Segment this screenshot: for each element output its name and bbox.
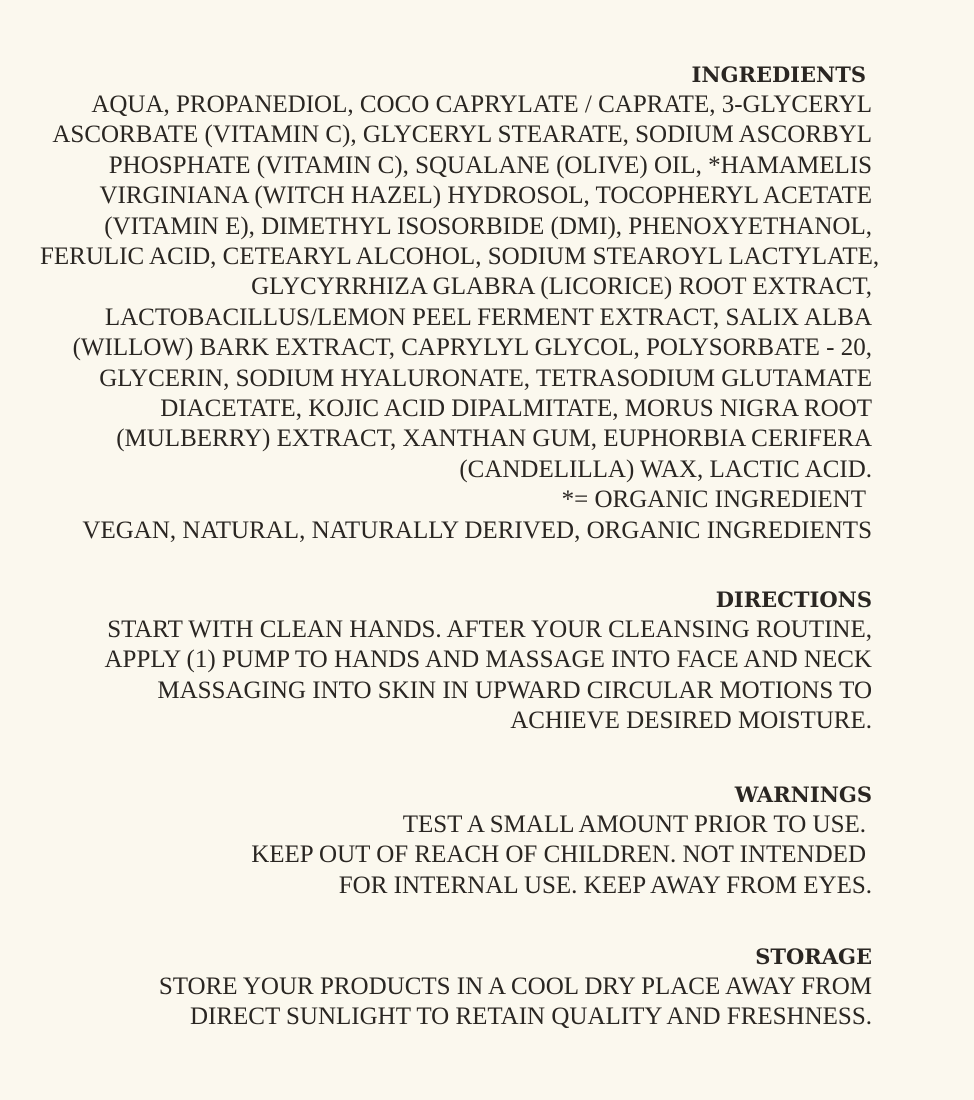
directions-heading: DIRECTIONS — [715, 587, 872, 612]
directions-line: ACHIEVE DESIRED MOISTURE. — [510, 707, 872, 735]
organic-ingredient-note: *= ORGANIC INGREDIENT — [561, 486, 866, 514]
ingredients-line: AQUA, PROPANEDIOL, COCO CAPRYLATE / CAPRATE, 3-GLYCERYL — [91, 91, 872, 118]
warnings-line: FOR INTERNAL USE. KEEP AWAY FROM EYES. — [338, 871, 872, 899]
storage-line: DIRECT SUNLIGHT TO RETAIN QUALITY AND FRESHNESS. — [189, 1003, 872, 1031]
ingredients-line: GLYCYRRHIZA GLABRA (LICORICE) ROOT EXTRACT, — [251, 273, 872, 301]
storage-line: STORE YOUR PRODUCTS IN A COOL DRY PLACE AWAY FROM — [158, 973, 872, 1000]
ingredients-line: ASCORBATE (VITAMIN C), GLYCERYL STEARATE, SODIUM ASCORBYL — [52, 121, 872, 149]
ingredients-line: (MULBERRY) EXTRACT, XANTHAN GUM, EUPHORBIA CERIFERA — [116, 425, 872, 453]
storage-heading: STORAGE — [755, 944, 872, 969]
storage-section — [40, 942, 872, 1033]
ingredients-line: GLYCERIN, SODIUM HYALURONATE, TETRASODIUM GLUTAMATE — [99, 364, 872, 392]
directions-section — [40, 585, 872, 737]
directions-line: START WITH CLEAN HANDS. AFTER YOUR CLEANSING ROUTINE, — [107, 616, 872, 643]
warnings-heading: WARNINGS — [734, 782, 872, 807]
ingredients-section — [40, 60, 880, 546]
ingredients-line: FERULIC ACID, CETEARYL ALCOHOL, SODIUM STEAROYL LACTYLATE, — [40, 243, 880, 271]
ingredients-line: VIRGINIANA (WITCH HAZEL) HYDROSOL, TOCOPHERYL ACETATE — [99, 182, 872, 210]
warnings-section — [40, 780, 872, 901]
ingredients-line: (CANDELILLA) WAX, LACTIC ACID. — [459, 455, 872, 483]
warnings-line: KEEP OUT OF REACH OF CHILDREN. NOT INTENDED — [251, 841, 866, 869]
ingredients-heading: INGREDIENTS — [691, 62, 866, 87]
ingredients-line: PHOSPHATE (VITAMIN C), SQUALANE (OLIVE) OIL, *HAMAMELIS — [108, 151, 872, 179]
directions-line: MASSAGING INTO SKIN IN UPWARD CIRCULAR MOTIONS TO — [157, 676, 872, 704]
ingredients-line: (WILLOW) BARK EXTRACT, CAPRYLYL GLYCOL, POLYSORBATE - 20, — [72, 334, 872, 362]
directions-line: APPLY (1) PUMP TO HANDS AND MASSAGE INTO FACE AND NECK — [104, 646, 872, 674]
ingredients-line: (VITAMIN E), DIMETHYL ISOSORBIDE (DMI), PHENOXYETHANOL, — [104, 212, 872, 240]
ingredients-claims-line: VEGAN, NATURAL, NATURALLY DERIVED, ORGANIC INGREDIENTS — [82, 516, 872, 544]
ingredients-line: DIACETATE, KOJIC ACID DIPALMITATE, MORUS NIGRA ROOT — [160, 395, 872, 423]
ingredients-line: LACTOBACILLUS/LEMON PEEL FERMENT EXTRACT, SALIX ALBA — [104, 303, 872, 331]
warnings-line: TEST A SMALL AMOUNT PRIOR TO USE. — [402, 811, 866, 838]
